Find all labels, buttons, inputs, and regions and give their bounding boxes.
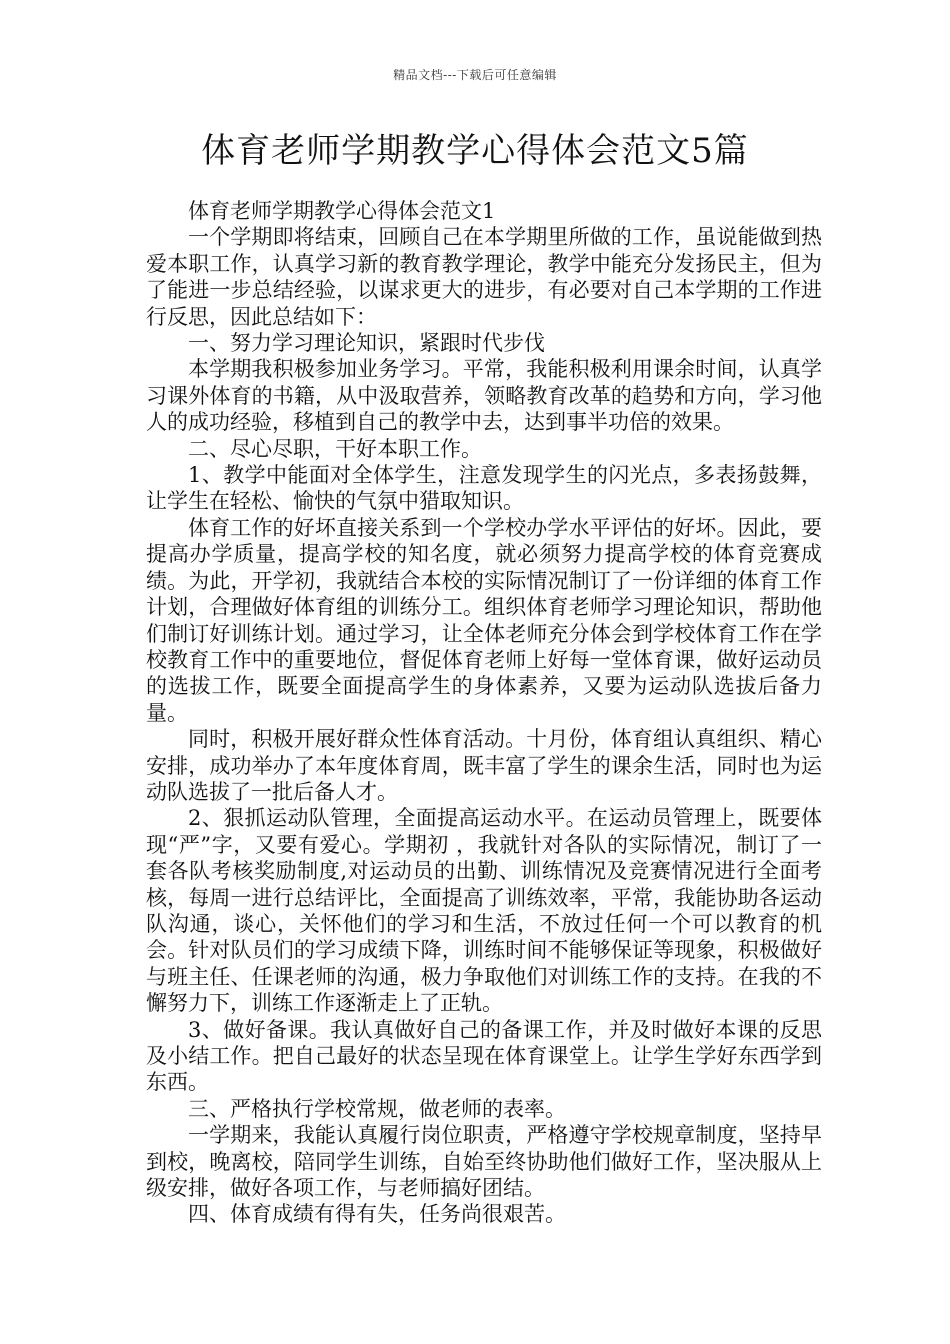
- section-heading: 体育老师学期教学心得体会范文1: [188, 199, 496, 223]
- paragraph: 3、做好备课。我认真做好自己的备课工作，并及时做好本课的反思及小结工作。把自己最好的状态呈现在体育课堂上。让学生学好东西学到东西。: [146, 1017, 822, 1095]
- document-body: [146, 198, 822, 1228]
- section-heading: 二、尽心尽职，干好本职工作。: [188, 436, 482, 461]
- paragraph: 1、教学中能面对全体学生，注意发现学生的闪光点，多表扬鼓舞，让学生在轻松、愉快的气氛中猎取知识。: [146, 463, 822, 514]
- header-note: 精品文档---下载后可任意编辑: [393, 68, 557, 82]
- document-title: 体育老师学期教学心得体会范文5篇: [201, 131, 749, 171]
- section-heading: 一、努力学习理论知识，紧跟时代步伐: [188, 331, 545, 356]
- paragraph: 2、狠抓运动队管理，全面提高运动水平。在运动员管理上，既要体现“严”字，又要有爱心。学期初 ，我就针对各队的实际情况，制订了一套各队考核奖励制度,对运动员的出勤、训练情况及竞赛情况进行全面考核，每周一进行总结评比，全面提高了训练效率，平常，我能协助各运动队沟通，谈心，关怀他们的学习和生活，不放过任何一个可以教育的机会。针对队员们的学习成绩下降，训练时间不能够保证等现象，积极做好与班主任、任课老师的沟通，极力争取他们对训练工作的支持。在我的不懈努力下，训练工作逐渐走上了正轨。: [146, 806, 822, 1016]
- paragraph: 同时，积极开展好群众性体育活动。十月份，体育组认真组织、精心安排，成功举办了本年度体育周，既丰富了学生的课余生活，同时也为运动队选拔了一批后备人才。: [146, 727, 822, 804]
- paragraph: 一学期来，我能认真履行岗位职责，严格遵守学校规章制度，坚持早到校，晚离校，陪同学生训练，自始至终协助他们做好工作，坚决服从上级安排，做好各项工作，与老师搞好团结。: [146, 1123, 822, 1201]
- paragraph: 本学期我积极参加业务学习。平常，我能积极利用课余时间，认真学习课外体育的书籍，从中汲取营养，领略教育改革的趋势和方向，学习他人的成功经验，移植到自己的教学中去，达到事半功倍的效果。: [146, 357, 822, 435]
- section-heading: 四、体育成绩有得有失，任务尚很艰苦。: [188, 1202, 566, 1227]
- paragraph: 体育工作的好坏直接关系到一个学校办学水平评估的好坏。因此，要提高办学质量，提高学校的知名度，就必须努力提高学校的体育竞赛成绩。为此，开学初，我就结合本校的实际情况制订了一份详细的体育工作计划，合理做好体育组的训练分工。组织体育老师学习理论知识，帮助他们制订好训练计划。通过学习，让全体老师充分体会到学校体育工作在学校教育工作中的重要地位，督促体育老师上好每一堂体育课，做好运动员的选拔工作，既要全面提高学生的身体素养，又要为运动队选拔后备力量。: [146, 515, 822, 725]
- paragraph: 一个学期即将结束，回顾自己在本学期里所做的工作，虽说能做到热爱本职工作，认真学习新的教育教学理论，教学中能充分发扬民主，但为了能进一步总结经验，以谋求更大的进步，有必要对自己本学期的工作进行反思，因此总结如下：: [146, 225, 822, 329]
- section-heading: 三、严格执行学校常规，做老师的表率。: [188, 1096, 566, 1121]
